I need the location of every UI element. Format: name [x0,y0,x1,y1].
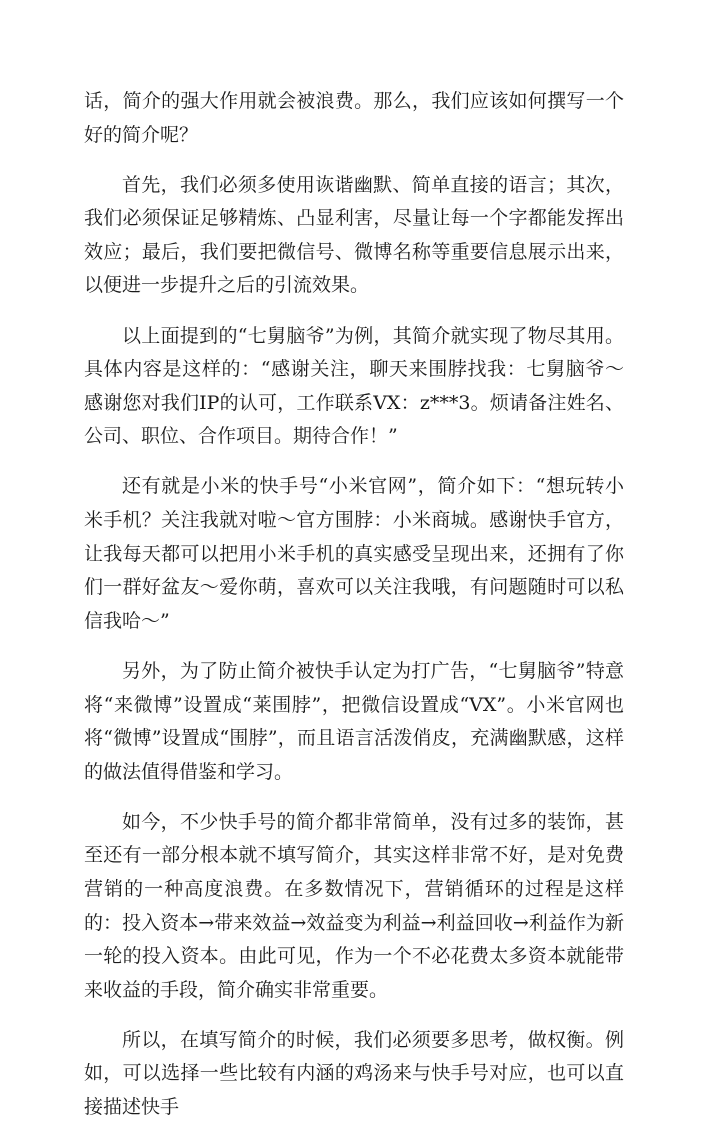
paragraph-example-qijiu: 以上面提到的“七舅脑爷”为例，其简介就实现了物尽其用。具体内容是这样的：“感谢关注，聊天来围脖找我：七舅脑爷～感谢您对我们IP的认可，工作联系VX：z***3。烦请备注姓名、公司、职位、合作项目。期待合作！” [84,324,624,448]
paragraph-avoid-ads: 另外，为了防止简介被快手认定为打广告，“七舅脑爷”特意将“来微博”设置成“莱围脖”，把微信设置成“VX”。小米官网也将“微博”设置成“围脖”，而且语言活泼俏皮，充满幽默感，这样的做法值得借鉴和学习。 [84,659,624,783]
paragraph-example-xiaomi: 还有就是小米的快手号“小米官网”，简介如下：“想玩转小米手机？关注我就对啦～官方围脖：小米商城。感谢快手官方，让我每天都可以把用小米手机的真实感受呈现出来，还拥有了你们一群好盆友～爱你萌，喜欢可以关注我哦，有问题随时可以私信我哈～” [84,475,624,632]
paragraph-marketing-cycle: 如今，不少快手号的简介都非常简单，没有过多的装饰，甚至还有一部分根本就不填写简介，其实这样非常不好，是对免费营销的一种高度浪费。在多数情况下，营销循环的过程是这样的：投入资本→带来效益→效益变为利益→利益回收→利益作为新一轮的投入资本。由此可见，作为一个不必花费太多资本就能带来收益的手段，简介确实非常重要。 [84,810,624,1001]
body-text [84,85,624,1141]
paragraph-continuation: 话，简介的强大作用就会被浪费。那么，我们应该如何撰写一个好的简介呢？ [84,90,624,146]
paragraph-language-tips: 首先，我们必须多使用诙谐幽默、简单直接的语言；其次，我们必须保证足够精炼、凸显利害，尽量让每一个字都能发挥出效应；最后，我们要把微信号、微博名称等重要信息展示出来，以便进一步提升之后的引流效果。 [84,173,624,297]
paragraph-conclusion: 所以，在填写简介的时候，我们必须要多思考，做权衡。例如，可以选择一些比较有内涵的鸡汤来与快手号对应，也可以直接描述快手 [84,1028,624,1119]
